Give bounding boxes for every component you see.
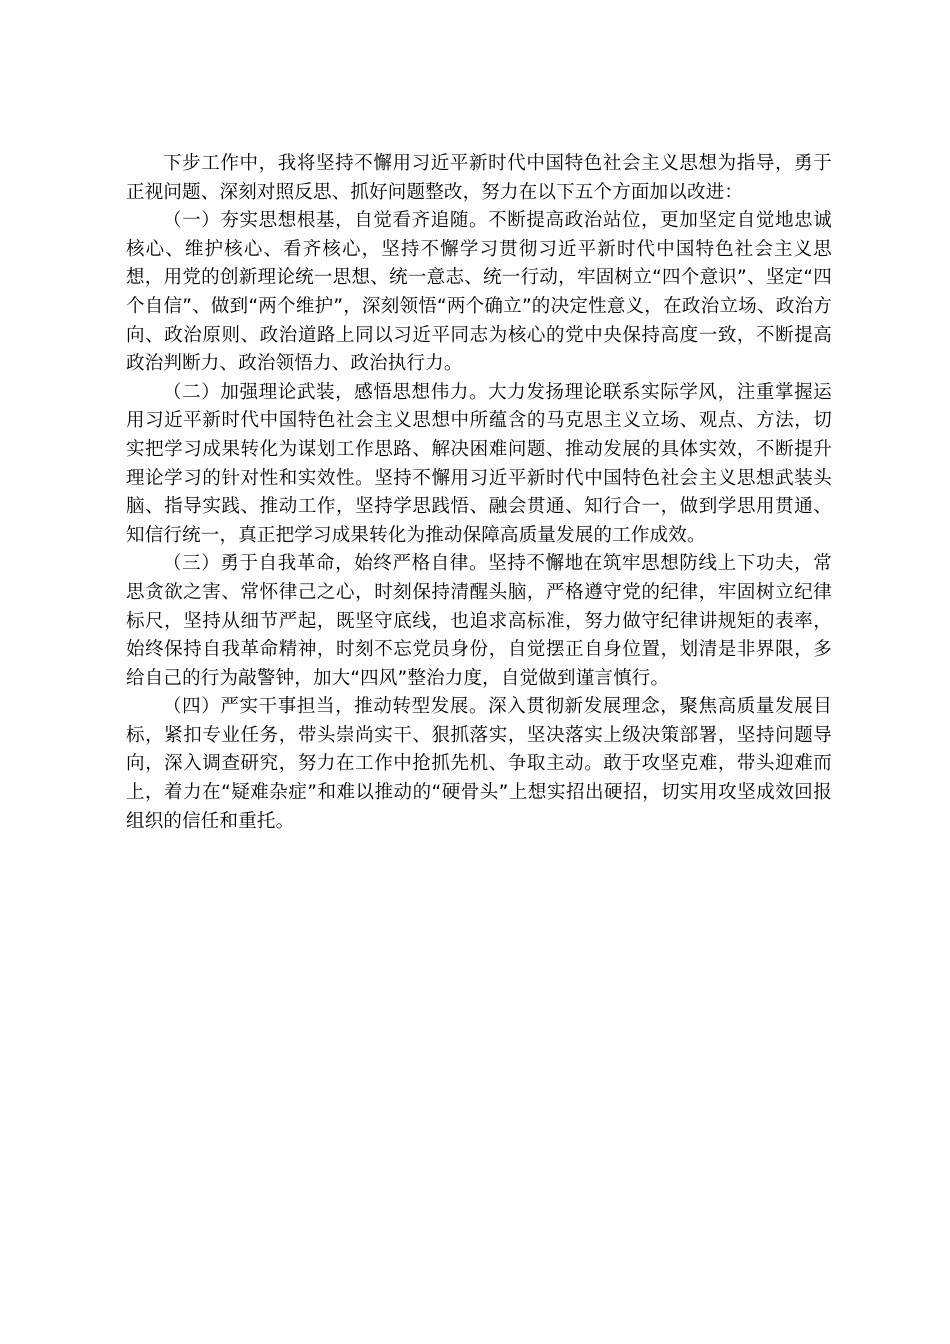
intro-paragraph: 下步工作中，我将坚持不懈用习近平新时代中国特色社会主义思想为指导，勇于正视问题、深刻对照反思、抓好问题整改，努力在以下五个方面加以改进： [126,153,832,203]
section-2-paragraph: （二）加强理论武装，感悟思想伟力。大力发扬理论联系实际学风，注重掌握运用习近平新时代中国特色社会主义思想中所蕴含的马克思主义立场、观点、方法，切实把学习成果转化为谋划工作思路、解决困难问题、推动发展的具体实效，不断提升理论学习的针对性和实效性。坚持不懈用习近平新时代中国特色社会主义思想武装头脑、指导实践、推动工作，坚持学思践悟、融会贯通、知行合一，做到学思用贯通、知信行统一，真正把学习成果转化为推动保障高质量发展的工作成效。 [126,381,832,546]
section-3-paragraph: （三）勇于自我革命，始终严格自律。坚持不懈地在筑牢思想防线上下功夫，常思贪欲之害、常怀律己之心，时刻保持清醒头脑，严格遵守党的纪律，牢固树立纪律标尺，坚持从细节严起，既坚守底线，也追求高标准，努力做守纪律讲规矩的表率，始终保持自我革命精神，时刻不忘党员身份，自觉摆正自身位置，划清是非界限，多给自己的行为敲警钟，加大“四风”整治力度，自觉做到谨言慎行。 [126,553,832,689]
section-4-paragraph: （四）严实干事担当，推动转型发展。深入贯彻新发展理念，聚焦高质量发展目标，紧扣专业任务，带头崇尚实干、狠抓落实，坚决落实上级决策部署，坚持问题导向，深入调查研究，努力在工作中抢抓先机、争取主动。敢于攻坚克难，带头迎难而上，着力在“疑难杂症”和难以推动的“硬骨头”上想实招出硬招，切实用攻坚成效回报组织的信任和重托。 [126,696,832,832]
document-body [126,150,832,836]
section-1-paragraph: （一）夯实思想根基，自觉看齐追随。不断提高政治站位，更加坚定自觉地忠诚核心、维护核心、看齐核心，坚持不懈学习贯彻习近平新时代中国特色社会主义思想，用党的创新理论统一思想、统一意志、统一行动，牢固树立“四个意识”、坚定“四个自信”、做到“两个维护”，深刻领悟“两个确立”的决定性意义，在政治立场、政治方向、政治原则、政治道路上同以习近平同志为核心的党中央保持高度一致，不断提高政治判断力、政治领悟力、政治执行力。 [126,210,832,375]
